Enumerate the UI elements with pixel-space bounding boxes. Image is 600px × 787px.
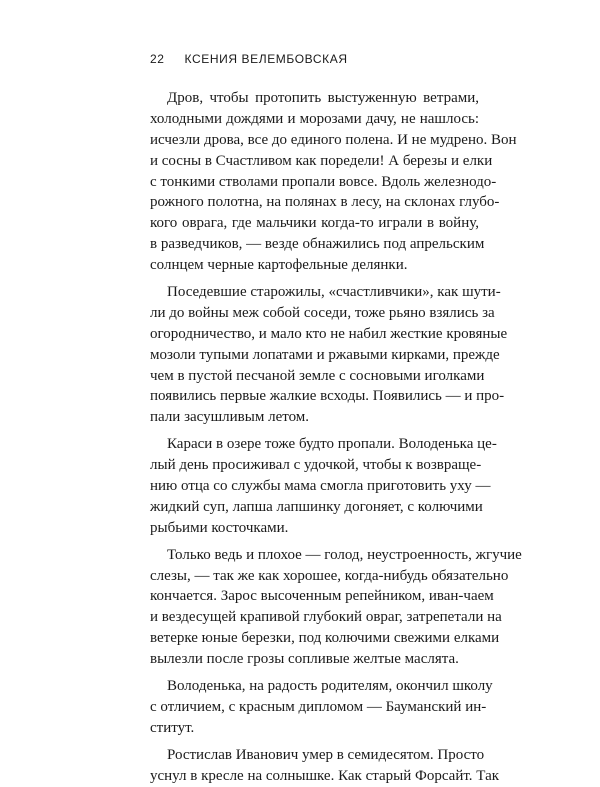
running-head (150, 52, 348, 66)
text-line: уснул в кресле на солнышке. Как старый Форсайт. Так (150, 767, 500, 784)
text-line: огородничество, и мало кто не набил жесткие кровяные (150, 325, 508, 342)
text-line: кончается. Зарос высоченным репейником, иван-чаем (150, 588, 494, 605)
text-line: ли до войны меж собой соседи, тоже рьяно взялись за (150, 304, 495, 321)
text-line: Ростислав Иванович умер в семидесятом. Просто (167, 746, 485, 763)
text-line: нию отца со службы мама смогла приготовить уху — (150, 478, 491, 495)
text-line: жидкий суп, лапша лапшинку догоняет, с колючими (150, 498, 483, 515)
text-line: Дров, чтобы протопить выстуженную ветрами, (167, 90, 479, 106)
text-line: Только ведь и плохое — голод, неустроенность, жгучие (167, 546, 522, 563)
author-name: КСЕНИЯ ВЕЛЕМБОВСКАЯ (184, 52, 348, 66)
text-line: в разведчиков, — везде обнажились под апрельским (150, 236, 485, 253)
text-line: и сосны в Счастливом как поредели! А березы и елки (150, 152, 493, 169)
text-line: холодными дождями и морозами дачу, не нашлось: (150, 110, 479, 127)
paragraph (150, 434, 497, 538)
text-line: Поседевшие старожилы, «счастливчики», как шути- (167, 284, 501, 301)
text-line: с отличием, с красным дипломом — Бауманский ин- (150, 698, 487, 715)
text-line: Володенька, на радость родителям, окончил школу (167, 678, 493, 695)
text-line: исчезли дрова, все до единого полена. И не мудрено. Вон (150, 131, 517, 148)
text-line: чем в пустой песчаной земле с сосновыми иголками (150, 367, 485, 384)
text-line: ветерке юные березки, под колючими свежими елками (150, 630, 500, 647)
text-line: лый день просиживал с удочкой, чтобы к возвраще- (150, 457, 482, 474)
text-line: слезы, — так же как хорошее, когда-нибудь обязательно (150, 567, 509, 584)
paragraph (150, 745, 500, 787)
text-line: рожного полотна, на полянах в лесу, на склонах глубо- (150, 194, 500, 211)
paragraph (150, 282, 508, 428)
paragraph (150, 545, 522, 670)
text-line: ститут. (150, 719, 195, 736)
text-line: солнцем черные картофельные делянки. (150, 257, 408, 274)
paragraph (150, 88, 517, 276)
text-line: мозоли тупыми лопатами и ржавыми кирками, прежде (150, 346, 500, 363)
text-line: с тонкими стволами пропали вовсе. Вдоль железнодо- (150, 173, 497, 190)
text-line: пали засушливым летом. (150, 409, 310, 426)
body-text (150, 88, 522, 787)
page-number: 22 (150, 52, 165, 66)
paragraph (150, 676, 493, 739)
text-line: Караси в озере тоже будто пропали. Володенька це- (167, 436, 497, 453)
text-line: рыбьими косточками. (150, 519, 289, 536)
text-line: кого оврага, где мальчики когда-то играли в войну, (150, 215, 479, 232)
text-line: появились первые жалкие всходы. Появились — и про- (150, 388, 505, 405)
text-line: и вездесущей крапивой глубокий овраг, затрепетали на (150, 609, 502, 626)
text-line: вылезли после грозы сопливые желтые маслята. (150, 651, 459, 668)
